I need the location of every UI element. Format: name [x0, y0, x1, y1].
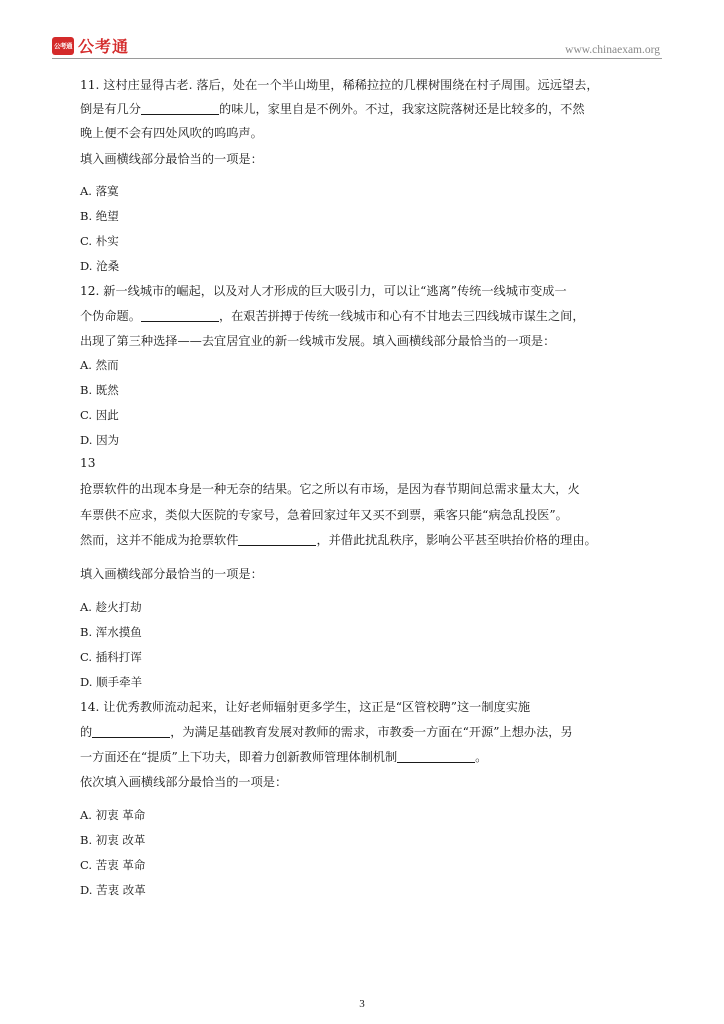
q13-option-a[interactable]: A. 趁火打劫 — [80, 600, 142, 614]
q14-line-2b: ，为满足基础教育发展对教师的需求，市教委一方面在“开源”上想办法，另 — [170, 725, 573, 739]
q12-line-3: 出现了第三种选择——去宜居宜业的新一线城市发展。填入画横线部分最恰当的一项是： — [80, 334, 556, 348]
q12-option-b[interactable]: B. 既然 — [80, 383, 119, 397]
q11-option-a[interactable]: A. 落寞 — [80, 184, 119, 198]
q13-line-2: 车票供不应求，类似大医院的专家号，急着回家过年又买不到票，乘客只能“病急乱投医”。 — [80, 508, 568, 522]
q13-option-b[interactable]: B. 浑水摸鱼 — [80, 625, 142, 639]
answer-blank — [141, 309, 219, 322]
q11-line-3: 晚上便不会有四处风吹的呜呜声。 — [80, 126, 263, 140]
q13-line-3 — [80, 531, 597, 548]
q14-option-d[interactable]: D. 苦衷 改革 — [80, 883, 146, 897]
q14-option-a[interactable]: A. 初衷 革命 — [80, 808, 146, 822]
q14-line-3 — [80, 748, 487, 765]
page-number: 3 — [359, 998, 365, 1010]
q12-line-2a: 个伪命题。 — [80, 309, 141, 323]
answer-blank — [238, 533, 316, 546]
q14-line-3a: 一方面还在“提质”上下功夫，即着力创新教师管理体制机制 — [80, 750, 398, 764]
q11-option-d[interactable]: D. 沧桑 — [80, 259, 120, 273]
q13-option-d[interactable]: D. 顺手牵羊 — [80, 675, 143, 689]
q12-line-1: 12. 新一线城市的崛起，以及对人才形成的巨大吸引力，可以让“逃离”传统一线城市变成一 — [80, 284, 567, 298]
q14-line-2a: 的 — [80, 725, 93, 739]
q12-line-2 — [80, 307, 585, 324]
q14-prompt: 依次填入画横线部分最恰当的一项是： — [80, 775, 288, 789]
header-divider — [52, 58, 662, 59]
q14-option-c[interactable]: C. 苦衷 革命 — [80, 858, 146, 872]
site-url[interactable]: www.chinaexam.org — [565, 44, 660, 56]
answer-blank — [141, 102, 219, 115]
q13-option-c[interactable]: C. 插科打诨 — [80, 650, 142, 664]
q14-line-1: 14. 让优秀教师流动起来，让好老师辐射更多学生，这正是“区管校聘”这一制度实施 — [80, 700, 531, 714]
q13-number: 13 — [80, 456, 96, 470]
q11-prompt: 填入画横线部分最恰当的一项是： — [80, 152, 263, 166]
answer-blank — [92, 725, 170, 738]
q11-option-c[interactable]: C. 朴实 — [80, 234, 119, 248]
logo — [52, 34, 129, 57]
q11-line-2 — [80, 100, 585, 117]
page-header — [52, 34, 662, 60]
q13-prompt: 填入画横线部分最恰当的一项是： — [80, 567, 263, 581]
q11-line-1: 11. 这村庄显得古老. 落后，处在一个半山坳里，稀稀拉拉的几棵树围绕在村子周围。远远望去， — [80, 78, 599, 92]
q14-line-2 — [80, 723, 573, 740]
q13-line-1: 抢票软件的出现本身是一种无奈的结果。它之所以有市场，是因为春节期间总需求量太大，火 — [80, 482, 580, 496]
q14-line-3b: 。 — [475, 750, 488, 764]
q14-option-b[interactable]: B. 初衷 改革 — [80, 833, 146, 847]
q13-line-3b: ，并借此扰乱秩序，影响公平甚至哄抬价格的理由。 — [316, 533, 597, 547]
q11-line-2b: 的味儿，家里自是不例外。不过，我家这院落树还是比较多的，不然 — [218, 102, 585, 116]
q11-option-b[interactable]: B. 绝望 — [80, 209, 119, 223]
q13-line-3a: 然而，这并不能成为抢票软件 — [80, 533, 239, 547]
q12-option-a[interactable]: A. 然而 — [80, 358, 119, 372]
answer-blank — [397, 750, 475, 763]
q12-option-c[interactable]: C. 因此 — [80, 408, 119, 422]
q11-line-2a: 倒是有几分 — [80, 102, 141, 116]
q12-option-d[interactable]: D. 因为 — [80, 433, 120, 447]
logo-text: 公考通 — [78, 37, 130, 56]
q12-line-2b: ，在艰苦拼搏于传统一线城市和心有不甘地去三四线城市谋生之间， — [218, 309, 585, 323]
logo-badge: 公考通 — [52, 37, 74, 55]
